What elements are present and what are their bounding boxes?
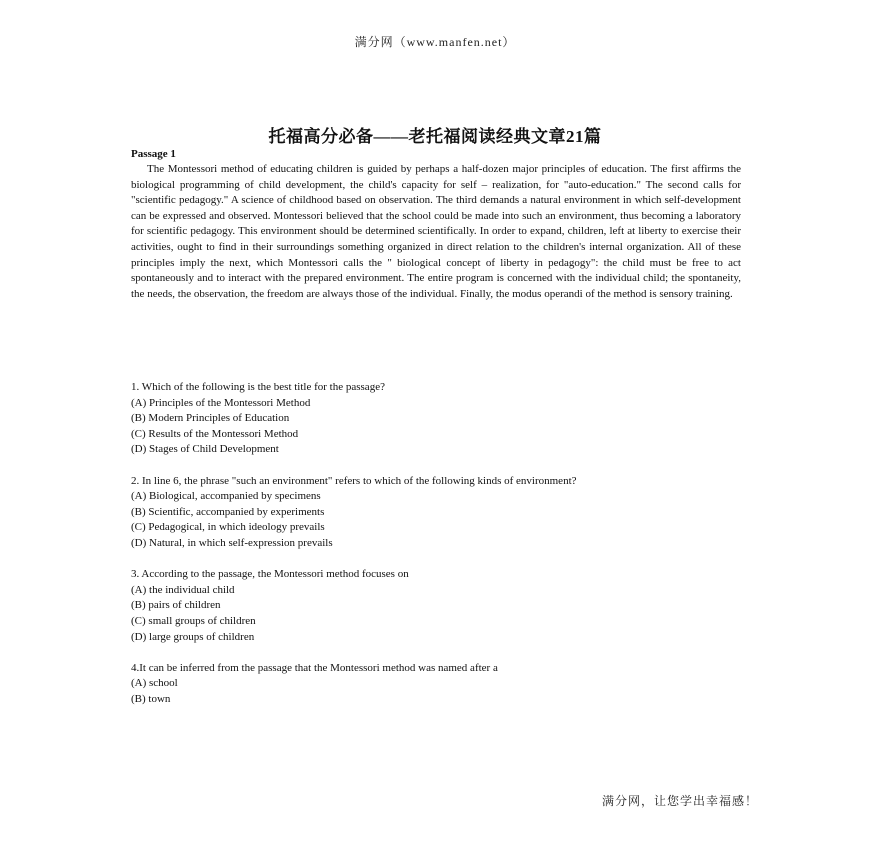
answer-option: (A) the individual child: [131, 583, 235, 596]
answer-option: (B) pairs of children: [131, 599, 221, 612]
page-footer: 满分网，让您学出幸福感！: [601, 794, 758, 808]
question-1: [131, 380, 741, 458]
question-2: [131, 474, 741, 552]
passage-text: The Montessori method of educating children is guided by perhaps a half-dozen major principles of education. The first affirms the biological programming of child development, the child's capacity for self – realization, for "auto-education." The second calls for "scientific pedagogy." A science of childhood based on observation. The third demands a natural environment in which self-development can be expressed and observed. Montessori believed that the school could be made into such an environment, thus becoming a laboratory for scientific pedagogy. This environment should be determined scientifically. In order to expand, children, left at liberty to exercise their activities, ought to find in their surroundings something organized in direct relation to the children's internal organization. All of these principles imply the next, which Montessori calls the " biological concept of liberty in pedagogy": the child must be free to act spontaneously and to interact with the prepared environment. The entire program is concerned with the individual child; the spontaneity, the needs, the observation, the freedom are always those of the individual. Finally, the modus operandi of the method is sensory training.: [131, 163, 741, 300]
answer-option: (D) Natural, in which self-expression prevails: [131, 536, 333, 549]
answer-option: (C) small groups of children: [131, 614, 256, 627]
answer-option: (A) school: [131, 677, 178, 690]
answer-option: (D) large groups of children: [131, 630, 255, 643]
answer-option: (B) town: [131, 692, 171, 705]
answer-option: (B) Modern Principles of Education: [131, 412, 290, 425]
answer-option: (C) Pedagogical, in which ideology prevails: [131, 521, 325, 534]
question-list: [131, 380, 741, 723]
question-stem: 1. Which of the following is the best title for the passage?: [131, 381, 385, 393]
question-stem: 3. According to the passage, the Montessori method focuses on: [131, 568, 409, 581]
answer-option: (A) Biological, accompanied by specimens: [131, 490, 321, 503]
document-title: 托福高分必备——老托福阅读经典文章21篇: [268, 127, 602, 146]
answer-option: (C) Results of the Montessori Method: [131, 427, 299, 440]
answer-option: (A) Principles of the Montessori Method: [131, 396, 311, 409]
question-stem: 2. In line 6, the phrase "such an environment" refers to which of the following kinds of environment?: [131, 474, 577, 487]
answer-option: (B) Scientific, accompanied by experiments: [131, 505, 325, 518]
question-stem: 4.It can be inferred from the passage that the Montessori method was named after a: [131, 661, 498, 674]
page-header: 满分网（www.manfen.net）: [354, 35, 516, 49]
passage-label: Passage 1: [131, 148, 176, 160]
answer-option: (D) Stages of Child Development: [131, 443, 279, 456]
question-4: [131, 661, 741, 708]
question-3: [131, 567, 741, 645]
